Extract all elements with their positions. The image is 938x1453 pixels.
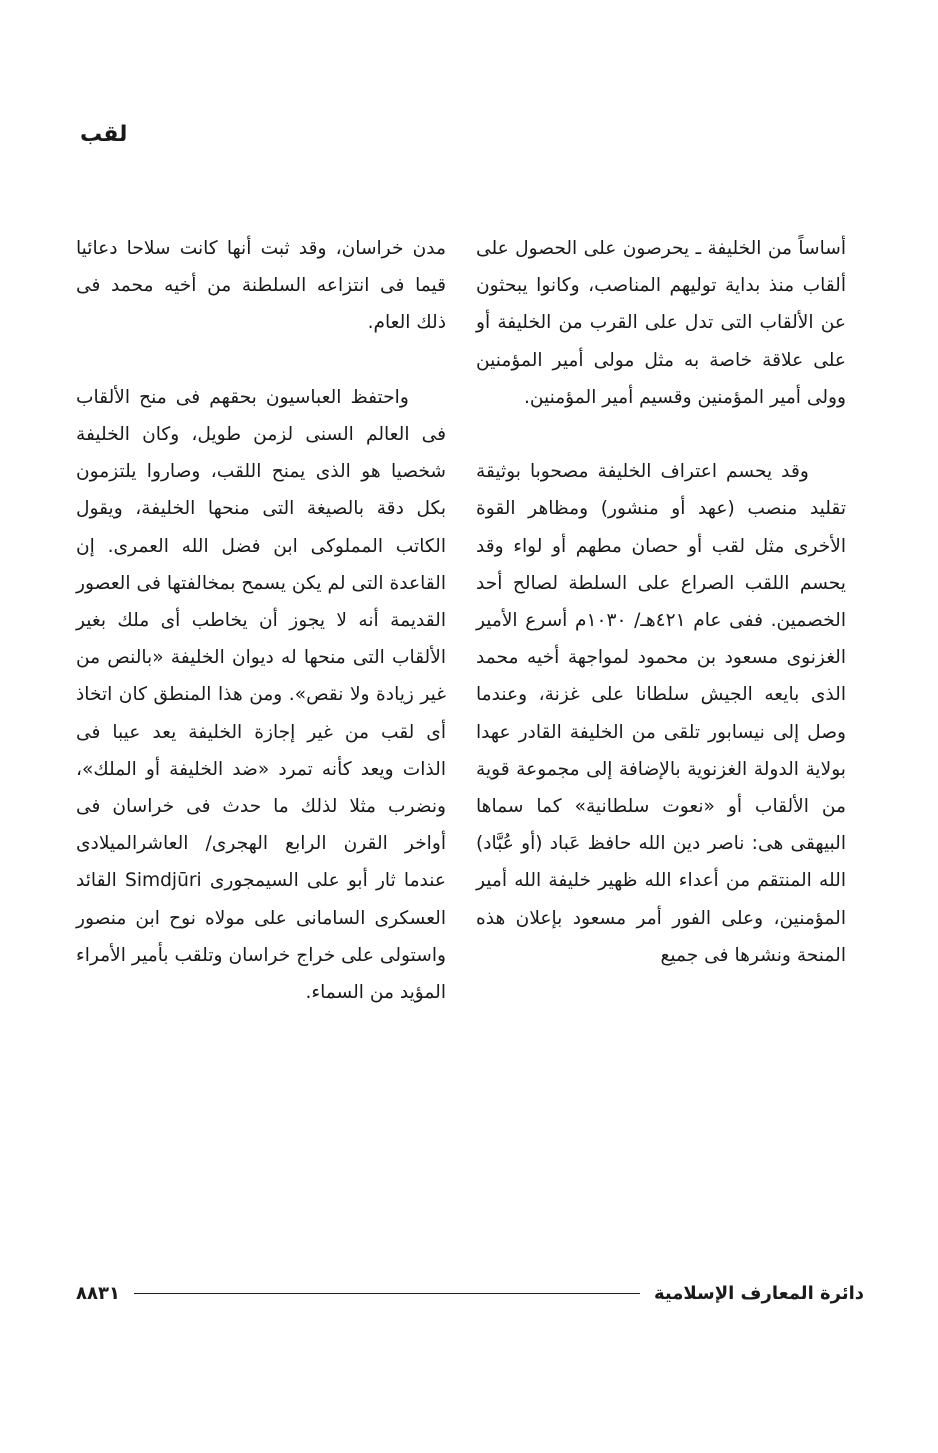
paragraph: مدن خراسان، وقد ثبت أنها كانت سلاحا دعائيا قيما فى انتزاعه السلطنة من أخيه محمد فى ذلك العام. — [76, 238, 446, 334]
text-column-left — [76, 230, 446, 1011]
footer-rule — [134, 1293, 640, 1294]
page-footer — [76, 1278, 864, 1308]
paragraph: وقد يحسم اعتراف الخليفة مصحوبا بوثيقة تقليد منصب (عهد أو منشور) ومظاهر القوة الأخرى مثل لقب أو حصان مطهم أو لواء وقد يحسم اللقب الصراع على السلطة لصالح أحد الخصمين. ففى عام ٤٢١هـ/ ١٠٣٠م أسرع الأمير الغزنوى مسعود بن محمود لمواجهة أخيه محمد الذى بايعه الجيش سلطانا على غزنة، وعندما وصل إلى نيسابور تلقى من الخليفة القادر عهدا بولاية الدولة الغزنوية بالإضافة إلى مجموعة قوية من الألقاب أو «نعوت سلطانية» كما سماها البيهقى هى: ناصر دين الله حافظ عَباد (أو عُبَّاد) الله المنتقم من أعداء الله ظهير خليفة الله أمير المؤمنين، وعلى الفور أمر مسعود بإعلان هذه المنحة ونشرها فى جميع — [476, 461, 846, 966]
text-column-right — [476, 230, 846, 974]
entry-header-word: لقب — [80, 122, 128, 147]
paragraph: واحتفظ العباسيون بحقهم فى منح الألقاب فى العالم السنى لزمن طويل، وكان الخليفة شخصيا هو الذى يمنح اللقب، وصاروا يلتزمون بكل دقة بالصيغة التى منحها الخليفة، ويقول الكاتب المملوكى ابن فضل الله العمرى. إن القاعدة التى لم يكن يسمح بمخالفتها فى العصور القديمة أنه لا يجوز أن يخاطب أى ملك بغير الألقاب التى منحها له ديوان الخليفة «بالنص من غير زيادة ولا نقص». ومن هذا المنطق كان اتخاذ أى لقب من غير إجازة الخليفة يعد عيبا فى الذات ويعد كأنه تمرد «ضد الخليفة أو الملك»، ونضرب مثلا لذلك ما حدث فى خراسان فى أواخر القرن الرابع الهجرى/ العاشرالميلادى عندما ثار أبو على السيمجورى Simdjūri القائد العسكرى السامانى على مولاه نوح ابن منصور واستولى على خراج خراسان وتلقب بأمير الأمراء المؤيد من السماء. — [76, 386, 447, 1004]
publication-title: دائرة المعارف الإسلامية — [653, 1282, 864, 1304]
paragraph: أساساً من الخليفة ـ يحرصون على الحصول على ألقاب منذ بداية توليهم المناصب، وكانوا يبحثون عن الألقاب التى تدل على القرب من الخليفة أو على علاقة خاصة به مثل مولى أمير المؤمنين وولى أمير المؤمنين وقسيم أمير المؤمنين. — [476, 238, 846, 408]
page-number: ٨٨٣١ — [76, 1282, 120, 1304]
